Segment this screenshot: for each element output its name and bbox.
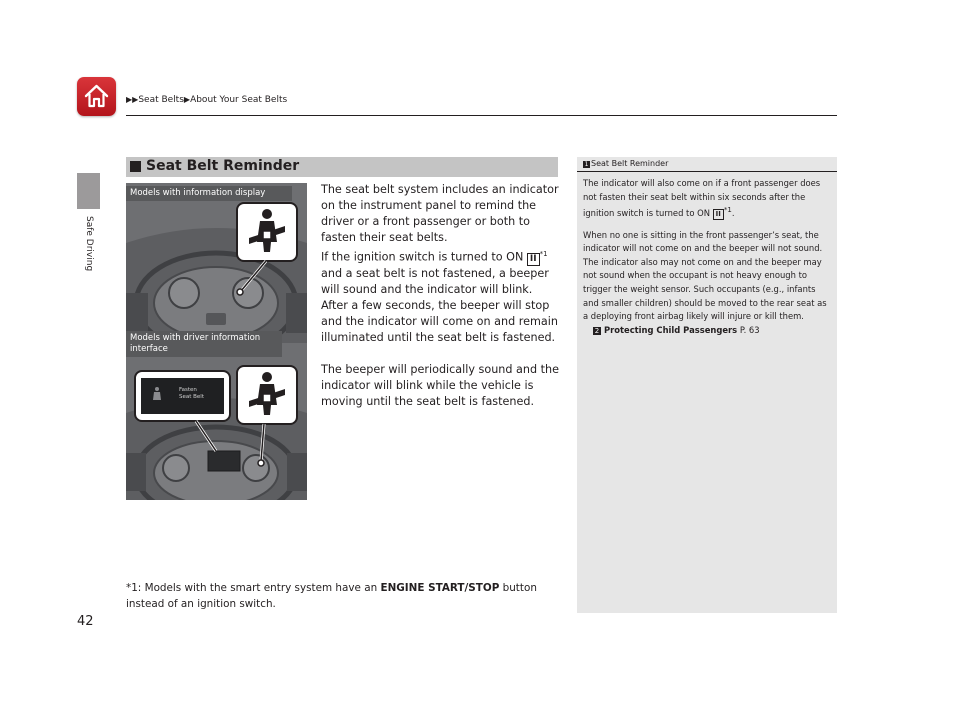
figure-label-information-display: Models with information display [126,186,292,201]
ignition-position-badge: II [527,253,540,266]
footnote-ref[interactable]: *1 [539,250,548,258]
figure-label-driver-information-interface: Models with driver information interface [126,331,282,357]
breadcrumb [126,95,287,105]
note-paragraph-1: The indicator will also come on if a front passenger does not fasten their seat belt within six seconds after the ignition switch is turned to ON II $^{*1}$. [583,178,821,218]
note-rule [577,171,837,172]
paragraph-beeper: The beeper will periodically sound and the indicator will blink while the vehicle is moving until the seat belt is fastened. [321,362,560,408]
note-paragraph-2: When no one is sitting in the front passenger’s seat, the indicator will not come on and the beeper will not sound. [583,229,823,254]
breadcrumb-item-seat-belts[interactable]: Seat Belts [138,95,184,105]
footnote: *1: Models with the smart entry system have an ENGINE START/STOP button instead of an ignition switch. [126,582,537,610]
side-note-panel [577,157,837,613]
note-paragraph-3: The indicator also may not come on and the beeper may not sound when the occupant is not heavy enough to trigger the weight sensor. Such occupants (e.g., infants and smaller children) should be moved to the rear seat as a deploying front airbag likely will injure or kill them. [583,256,827,322]
body-text [321,182,561,426]
dashboard-illustration [126,183,307,500]
ignition-position-badge: II [713,209,724,220]
note-body [583,177,833,337]
header-rule [126,115,837,116]
paragraph-reminder: The seat belt system includes an indicator on the instrument panel to remind the driver or a front passenger or both to fasten their seat belts. If the ignition switch is turned to ON II $^{*1}$ and a seat belt is not fastened, a beeper will sound and the indicator will blink. After a few seconds, the beeper will stop and the indicator will come on and remain illuminated until the seat belt is fastened. [321,183,559,344]
note-heading: 1 Seat Belt Reminder [584,159,669,168]
note-icon: 1 [584,161,589,168]
protecting-child-passengers-link[interactable]: 2 Protecting Child Passengers P. 63 [594,324,760,335]
section-square-icon [130,161,141,172]
page-link-arrow-icon: 2 [594,326,600,335]
page-number: 42 [77,614,94,629]
home-icon [83,83,110,110]
chapter-label: Safe Driving [84,216,94,272]
breadcrumb-arrow-icon: ▶ [183,95,191,104]
section-title: Seat Belt Reminder [146,158,300,174]
fasten-seat-belt-screen-text: Fasten Seat Belt [179,387,204,400]
home-button[interactable] [77,77,116,116]
section-header [126,157,558,177]
breadcrumb-item-about-seat-belts[interactable]: About Your Seat Belts [190,95,288,105]
breadcrumb-arrow-icon: ▶▶ [126,95,139,104]
chapter-tab[interactable] [77,173,100,209]
